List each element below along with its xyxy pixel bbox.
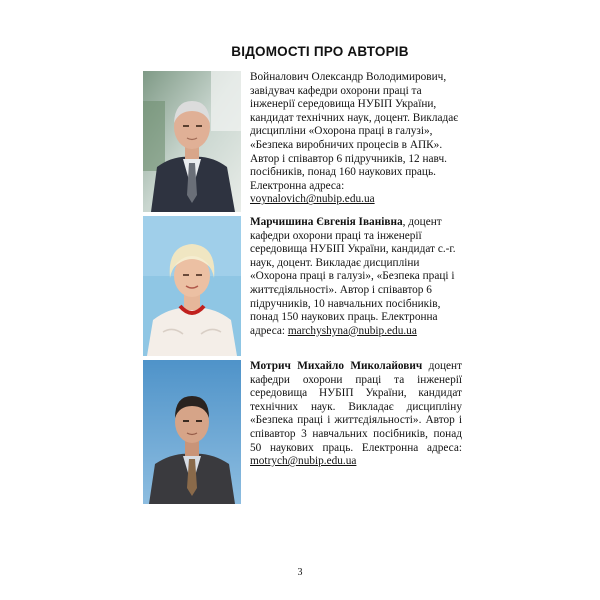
author-email-1[interactable]: voynalovich@nubip.edu.ua	[250, 193, 375, 206]
author-email-2[interactable]: marchyshyna@nubip.edu.ua	[287, 324, 417, 337]
author-name-3: Мотрич Михайло Миколайович	[250, 360, 423, 372]
author-text-2: , доцент кафедри охорони праці та інженерії середовища НУБІП України, кандидат с.-г. наук, доцент. Викладає дисципліни «Охорона праці в галузі», «Безпека праці і життєдіяльності». Автор і співавтор 6 підручників, 10 навчальних посібників, понад 150 наукових праць. Електронна адреса:	[250, 216, 456, 337]
author-name-2: Марчишина Євгенія Іванівна	[250, 216, 403, 228]
author-email-3[interactable]: motrych@nubip.edu.ua	[250, 455, 357, 468]
author-text-3: доцент кафедри охорони праці та інженерії середовища НУБІП України, кандидат технічних наук. Викладає дисципліну «Безпека праці і життєдіяльності». Автор і співавтор 3 навчальних посібників, понад 50 наукових праць. Електронна адреса:	[250, 360, 463, 454]
author-bio-1	[250, 71, 462, 207]
author-photo-2	[143, 216, 241, 356]
author-photo-3	[143, 360, 241, 504]
page-title: ВІДОМОСТІ ПРО АВТОРІВ	[231, 44, 409, 59]
author-bio-3	[250, 360, 462, 469]
author-bio-2	[250, 216, 462, 338]
author-photo-1	[143, 71, 241, 212]
author-text-1: , завідувач кафедри охорони праці та інженерії середовища НУБІП України, кандидат технічних наук, доцент. Викладає дисципліни «Охорона праці в галузі», «Безпека виробничих процесів в АПК». Автор і співавтор 6 підручників, 12 навч. посібників, понад 160 наукових праць. Електронна адреса:	[250, 71, 459, 192]
page-number: 3	[297, 567, 303, 578]
author-name-1: Войналович Олександр Володимирович	[250, 71, 444, 83]
